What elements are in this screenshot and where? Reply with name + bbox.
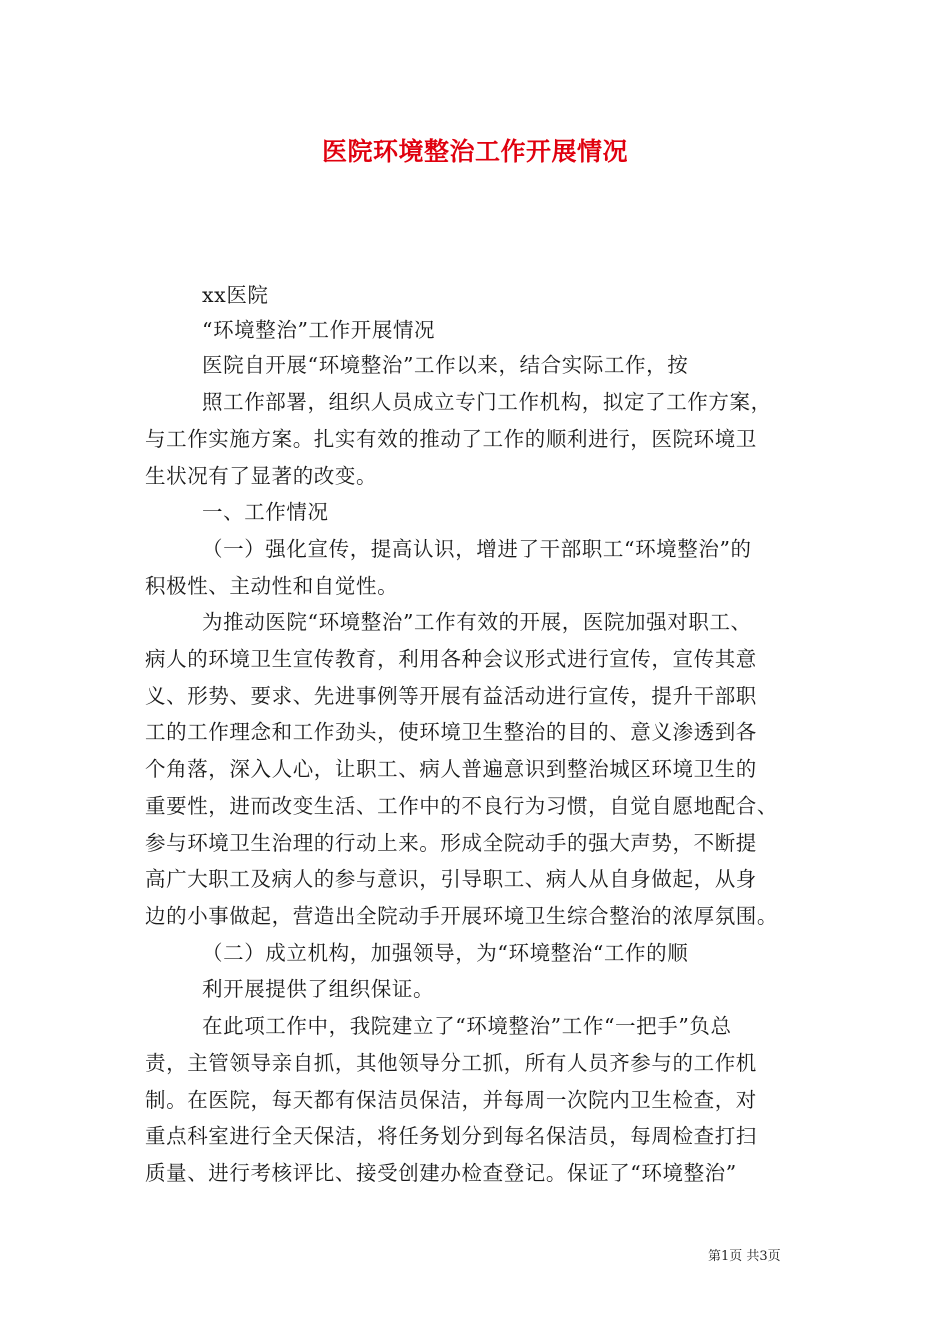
text-line: 为推动医院“环境整治”工作有效的开展，医院加强对职工、 xyxy=(202,610,752,634)
text-line: 责，主管领导亲自抓，其他领导分工抓，所有人员齐参与的工作机 xyxy=(145,1051,757,1075)
text-line: 重要性，进而改变生活、工作中的不良行为习惯，自觉自愿地配合、 xyxy=(145,794,778,818)
text-line: 积极性、主动性和自觉性。 xyxy=(145,574,399,598)
page-title: 医院环境整治工作开展情况 xyxy=(321,137,628,166)
text-line: 工的工作理念和工作劲头，使环境卫生整治的目的、意义渗透到各 xyxy=(145,720,757,744)
text-line: （二）成立机构，加强领导，为“环境整治“工作的顺 xyxy=(202,941,689,965)
text-line: 病人的环境卫生宣传教育，利用各种会议形式进行宣传，宣传其意 xyxy=(145,647,757,671)
text-line: 边的小事做起，营造出全院动手开展环境卫生综合整治的浓厚氛围。 xyxy=(145,904,778,928)
text-line: 与工作实施方案。扎实有效的推动了工作的顺利进行，医院环境卫 xyxy=(145,427,757,451)
text-line: 照工作部署，组织人员成立专门工作机构，拟定了工作方案， xyxy=(202,390,772,414)
text-line: 医院自开展“环境整治”工作以来，结合实际工作，按 xyxy=(202,353,689,377)
page-number: 第1页 共3页 xyxy=(708,1249,781,1264)
text-line: “环境整治”工作开展情况 xyxy=(202,318,436,342)
text-line: 义、形势、要求、先进事例等开展有益活动进行宣传，提升干部职 xyxy=(145,684,757,708)
text-line: xx医院 xyxy=(202,283,269,307)
text-line: 在此项工作中，我院建立了“环境整治”工作“一把手”负总 xyxy=(202,1014,732,1038)
text-line: 重点科室进行全天保洁，将任务划分到每名保洁员，每周检查打扫 xyxy=(145,1124,757,1148)
text-line: 质量、进行考核评比、接受创建办检查登记。保证了“环境整治” xyxy=(145,1161,737,1185)
text-line: 一、工作情况 xyxy=(202,500,329,524)
text-line: 高广大职工及病人的参与意识，引导职工、病人从自身做起，从身 xyxy=(145,867,757,891)
text-line: 利开展提供了组织保证。 xyxy=(202,977,435,1001)
text-line: 生状况有了显著的改变。 xyxy=(145,464,378,488)
text-line: 个角落，深入人心，让职工、病人普遍意识到整治城区环境卫生的 xyxy=(145,757,757,781)
text-line: 制。在医院，每天都有保洁员保洁，并每周一次院内卫生检查，对 xyxy=(145,1088,757,1112)
text-line: （一）强化宣传，提高认识，增进了干部职工“环境整治”的 xyxy=(202,537,752,561)
text-line: 参与环境卫生治理的行动上来。形成全院动手的强大声势，不断提 xyxy=(145,831,757,855)
